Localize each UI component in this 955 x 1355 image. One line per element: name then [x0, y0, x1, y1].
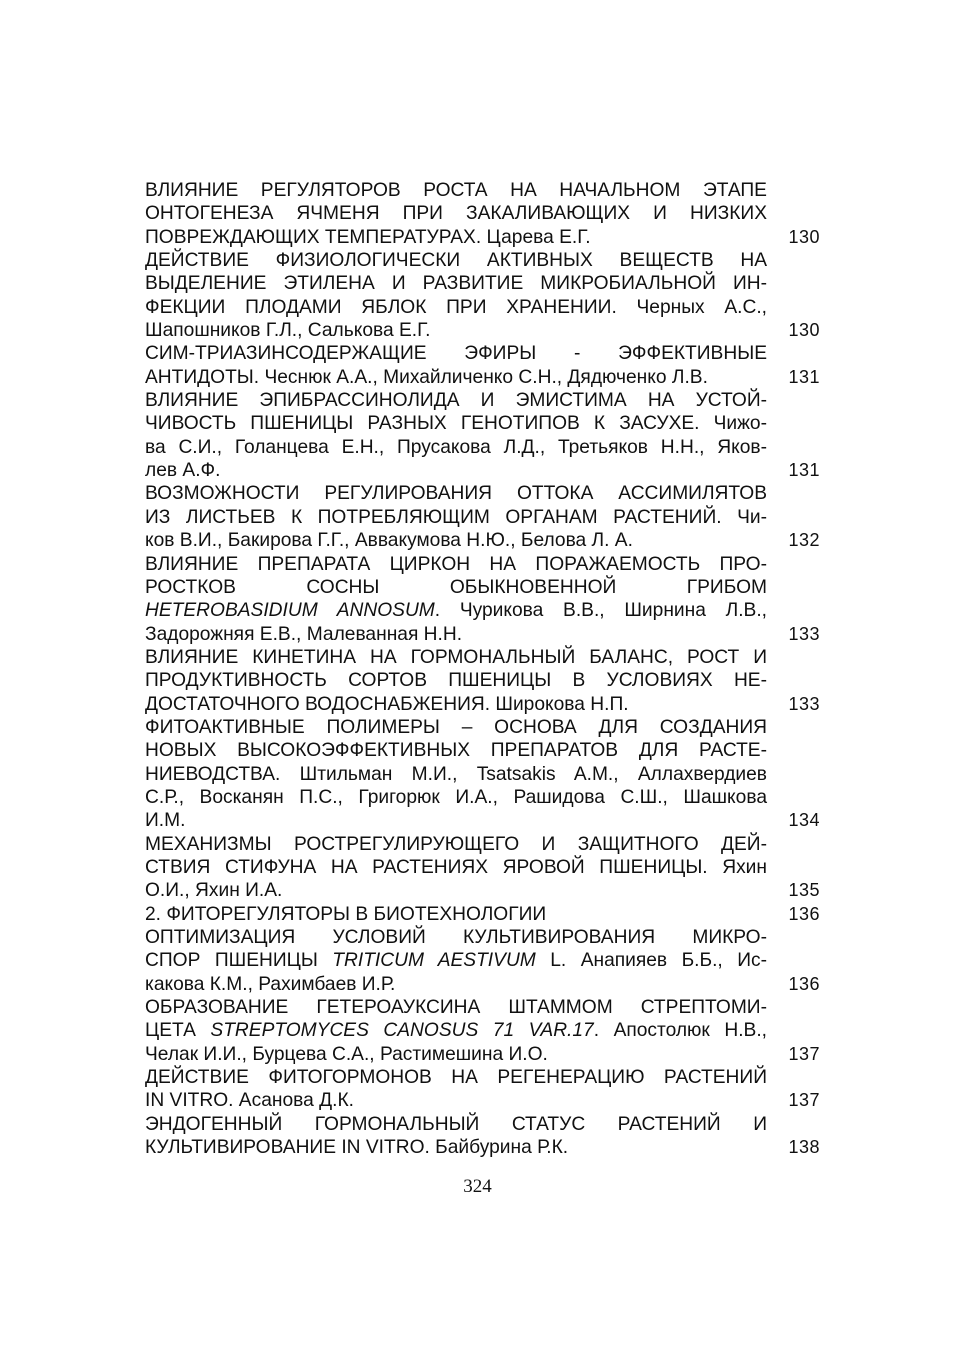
toc-entry	[145, 482, 820, 552]
toc-entry-page: 137	[788, 1043, 820, 1064]
toc-entry-page: 134	[788, 810, 820, 831]
page-number: 324	[463, 1176, 492, 1197]
table-of-contents	[145, 179, 820, 1159]
toc-entry-line: НОВЫХ ВЫСОКОЭФФЕКТИВНЫХ ПРЕПАРАТОВ ДЛЯ РАСТЕ-	[145, 740, 767, 762]
toc-entry-page: 136	[788, 903, 820, 924]
toc-entry-line: И.М.	[145, 810, 186, 832]
toc-entry-line: О.И., Яхин И.А.	[145, 880, 283, 902]
toc-entry-line: ОНТОГЕНЕЗА ЯЧМЕНЯ ПРИ ЗАКАЛИВАЮЩИХ И НИЗКИХ	[145, 203, 767, 225]
toc-entry	[145, 1066, 820, 1113]
toc-entry-page: 133	[788, 693, 820, 714]
toc-entry	[145, 249, 820, 342]
toc-entry-page: 131	[788, 460, 820, 481]
toc-entry-page: 130	[788, 320, 820, 341]
toc-entry-page: 130	[788, 226, 820, 247]
toc-entry-line: ва С.И., Голанцева Е.Н., Прусакова Л.Д., Третьяков Н.Н., Яков-	[145, 436, 767, 458]
toc-entry-line: СТВИЯ СТИФУНА НА РАСТЕНИЯХ ЯРОВОЙ ПШЕНИЦЫ. Яхин	[145, 856, 767, 878]
toc-entry	[145, 179, 820, 249]
toc-entry-page: 137	[788, 1090, 820, 1111]
toc-entry-line: ОПТИМИЗАЦИЯ УСЛОВИЙ КУЛЬТИВИРОВАНИЯ МИКРО-	[145, 927, 767, 948]
toc-entry-page: 136	[788, 973, 820, 994]
toc-entry-line: HETEROBASIDIUM ANNOSUM. Чурикова В.В., Ширнина Л.В.,	[145, 600, 768, 622]
toc-entry-line: СПОР ПШЕНИЦЫ TRITICUM AESTIVUM L. Анапияев Б.Б., Ис-	[145, 950, 767, 972]
toc-entry-line: ВЛИЯНИЕ ЭПИБРАССИНОЛИДА И ЭМИСТИМА НА УСТОЙ-	[145, 390, 767, 412]
toc-entry-line: С.Р., Восканян П.С., Григорюк И.А., Рашидова С.Ш., Шашкова	[145, 786, 767, 808]
toc-entry-line: ПРОДУКТИВНОСТЬ СОРТОВ ПШЕНИЦЫ В УСЛОВИЯХ НЕ-	[145, 670, 767, 692]
toc-entry-line: ПОВРЕЖДАЮЩИХ ТЕМПЕРАТУРАХ. Царева Е.Г.	[145, 226, 591, 248]
toc-entry-line: АНТИДОТЫ. Чеснюк А.А., Михайличенко С.Н., Дядюченко Л.В.	[145, 366, 708, 388]
toc-entry-page: 135	[788, 880, 820, 901]
toc-entry-line: МЕХАНИЗМЫ РОСТРЕГУЛИРУЮЩЕГО И ЗАЩИТНОГО ДЕЙ-	[145, 833, 767, 855]
toc-entry-line: НИЕВОДСТВА. Штильман М.И., Tsatsakis A.M., Аллахвердиев	[145, 763, 767, 785]
toc-entry	[145, 342, 820, 389]
toc-entry	[145, 646, 820, 716]
toc-entry-line: ВЛИЯНИЕ ПРЕПАРАТА ЦИРКОН НА ПОРАЖАЕМОСТЬ ПРО-	[145, 553, 767, 575]
toc-entry-line: ДЕЙСТВИЕ ФИТОГОРМОНОВ НА РЕГЕНЕРАЦИЮ РАСТЕНИЙ	[145, 1067, 767, 1089]
toc-entry-page: 131	[788, 366, 820, 387]
toc-entry	[145, 833, 820, 903]
toc-entry-line: РОСТКОВ СОСНЫ ОБЫКНОВЕННОЙ ГРИБОМ	[145, 576, 767, 598]
toc-entry-line: СИМ-ТРИАЗИНСОДЕРЖАЩИЕ ЭФИРЫ - ЭФФЕКТИВНЫЕ	[145, 343, 767, 365]
toc-entry-line: ЭНДОГЕННЫЙ ГОРМОНАЛЬНЫЙ СТАТУС РАСТЕНИЙ И	[145, 1113, 767, 1135]
toc-entry	[145, 716, 820, 833]
toc-entry-line: Шапошников Г.Л., Салькова Е.Г.	[145, 320, 431, 342]
toc-entry-line: ФИТОАКТИВНЫЕ ПОЛИМЕРЫ – ОСНОВА ДЛЯ СОЗДАНИЯ	[145, 716, 767, 738]
toc-entry	[145, 926, 820, 996]
toc-entry-line: ков В.И., Бакирова Г.Г., Аввакумова Н.Ю., Белова Л. А.	[145, 530, 633, 552]
toc-entry	[145, 903, 820, 926]
toc-entry-line: ФЕКЦИИ ПЛОДАМИ ЯБЛОК ПРИ ХРАНЕНИИ. Черных А.С.,	[145, 296, 767, 318]
toc-entry-line: КУЛЬТИВИРОВАНИЕ IN VITRO. Байбурина Р.К.	[145, 1137, 569, 1159]
toc-entry-line: какова К.М., Рахимбаев И.Р.	[145, 973, 396, 995]
toc-entry-line: ВЛИЯНИЕ КИНЕТИНА НА ГОРМОНАЛЬНЫЙ БАЛАНС, РОСТ И	[145, 646, 767, 668]
toc-entry-line: Задорожняя Е.В., Малеванная Н.Н.	[145, 623, 463, 645]
toc-entry-line: ДОСТАТОЧНОГО ВОДОСНАБЖЕНИЯ. Широкова Н.П.	[145, 693, 629, 715]
toc-entry-line: ИЗ ЛИСТЬЕВ К ПОТРЕБЛЯЮЩИМ ОРГАНАМ РАСТЕНИЙ. Чи-	[145, 506, 767, 528]
toc-entry-line: ДЕЙСТВИЕ ФИЗИОЛОГИЧЕСКИ АКТИВНЫХ ВЕЩЕСТВ НА	[145, 250, 767, 272]
toc-entry-page: 138	[788, 1137, 820, 1158]
toc-entry-line: лев А.Ф.	[145, 460, 221, 482]
toc-entry-line: ВОЗМОЖНОСТИ РЕГУЛИРОВАНИЯ ОТТОКА АССИМИЛЯТОВ	[145, 483, 767, 505]
toc-entry	[145, 389, 820, 482]
toc-entry-line: ВЫДЕЛЕНИЕ ЭТИЛЕНА И РАЗВИТИЕ МИКРОБИАЛЬНОЙ ИН-	[145, 273, 767, 295]
toc-entry-line: ЧИВОСТЬ ПШЕНИЦЫ РАЗНЫХ ГЕНОТИПОВ К ЗАСУХЕ. Чижо-	[145, 413, 767, 435]
toc-entry-line: IN VITRO. Асанова Д.К.	[145, 1090, 354, 1112]
toc-entry	[145, 1113, 820, 1160]
toc-entry	[145, 553, 820, 646]
toc-entry-line: Челак И.И., Бурцева С.А., Растимешина И.О.	[145, 1043, 548, 1065]
toc-entry-line: ВЛИЯНИЕ РЕГУЛЯТОРОВ РОСТА НА НАЧАЛЬНОМ ЭТАПЕ	[145, 180, 767, 201]
toc-entry-line: ОБРАЗОВАНИЕ ГЕТЕРОАУКСИНА ШТАММОМ СТРЕПТОМИ-	[145, 997, 767, 1019]
toc-entry-line: 2. ФИТОРЕГУЛЯТОРЫ В БИОТЕХНОЛОГИИ	[145, 903, 547, 925]
toc-entry-page: 132	[788, 530, 820, 551]
toc-entry	[145, 996, 820, 1066]
toc-entry-page: 133	[788, 623, 820, 644]
toc-entry-line: ЦЕТА STREPTOMYCES CANOSUS 71 VAR.17. Апостолюк Н.В.,	[145, 1020, 767, 1042]
